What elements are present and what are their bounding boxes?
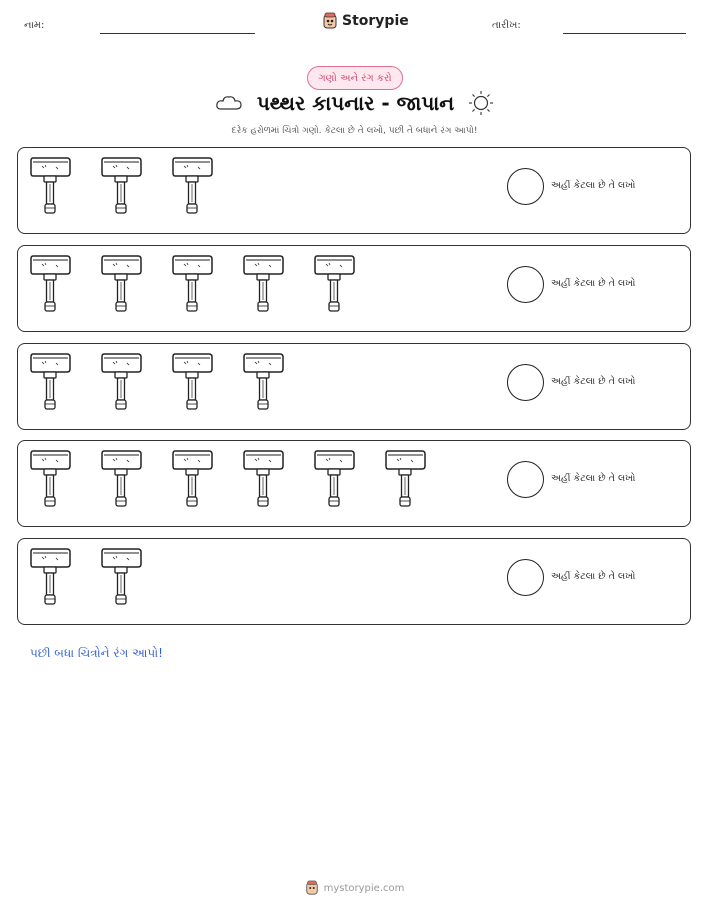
hammer-icon <box>101 545 172 611</box>
brand-logo <box>322 12 409 30</box>
hammer-icon <box>243 447 314 513</box>
count-row-5 <box>17 538 691 625</box>
count-row-4 <box>17 440 691 527</box>
answer-label: અહીં કેટલા છે તે લખો <box>551 376 636 387</box>
hammer-icon <box>243 252 314 318</box>
answer-circle[interactable] <box>507 461 544 498</box>
hammer-group <box>30 350 314 416</box>
hammer-icon <box>172 447 243 513</box>
hammer-icon <box>101 252 172 318</box>
count-row-3 <box>17 343 691 430</box>
answer-label: અહીં કેટલા છે તે લખો <box>551 571 636 582</box>
hammer-icon <box>314 447 385 513</box>
count-row-1 <box>17 147 691 234</box>
name-line[interactable] <box>100 33 255 34</box>
cloud-icon <box>215 94 243 112</box>
brand-name: Storypie <box>342 13 409 29</box>
page-title: પથ્થર કાપનાર - જાપાન <box>256 91 455 115</box>
hammer-icon <box>30 447 101 513</box>
title-row <box>0 90 709 116</box>
hammer-icon <box>101 154 172 220</box>
date-line[interactable] <box>563 33 686 34</box>
hammer-group <box>30 252 385 318</box>
name-label: નામ: <box>24 20 45 31</box>
hammer-icon <box>30 350 101 416</box>
hammer-icon <box>30 545 101 611</box>
hammer-icon <box>385 447 456 513</box>
footer-url: mystorypie.com <box>323 882 405 894</box>
hammer-icon <box>101 350 172 416</box>
hammer-icon <box>30 252 101 318</box>
date-label: તારીખ: <box>492 20 521 31</box>
answer-label: અહીં કેટલા છે તે લખો <box>551 278 636 289</box>
answer-circle[interactable] <box>507 168 544 205</box>
hammer-icon <box>172 350 243 416</box>
answer-label: અહીં કેટલા છે તે લખો <box>551 180 636 191</box>
hammer-group <box>30 545 172 611</box>
sun-icon <box>468 90 494 116</box>
storypie-mascot-icon <box>305 880 319 896</box>
hammer-group <box>30 447 456 513</box>
hammer-icon <box>101 447 172 513</box>
hammer-icon <box>30 154 101 220</box>
answer-circle[interactable] <box>507 364 544 401</box>
answer-circle[interactable] <box>507 266 544 303</box>
footer-brand <box>0 880 709 896</box>
hammer-icon <box>243 350 314 416</box>
hammer-group <box>30 154 243 220</box>
footer-note: પછી બધા ચિત્રોને રંગ આપો! <box>30 646 163 660</box>
storypie-mascot-icon <box>322 12 338 30</box>
hammer-icon <box>314 252 385 318</box>
hammer-icon <box>172 154 243 220</box>
count-row-2 <box>17 245 691 332</box>
answer-label: અહીં કેટલા છે તે લખો <box>551 473 636 484</box>
activity-badge: ગણો અને રંગ કરો <box>307 66 403 90</box>
instructions: દરેક હરોળમાં ચિત્રો ગણો. કેટલા છે તે લખો, પછી તે બધાને રંગ આપો! <box>231 126 478 136</box>
answer-circle[interactable] <box>507 559 544 596</box>
hammer-icon <box>172 252 243 318</box>
